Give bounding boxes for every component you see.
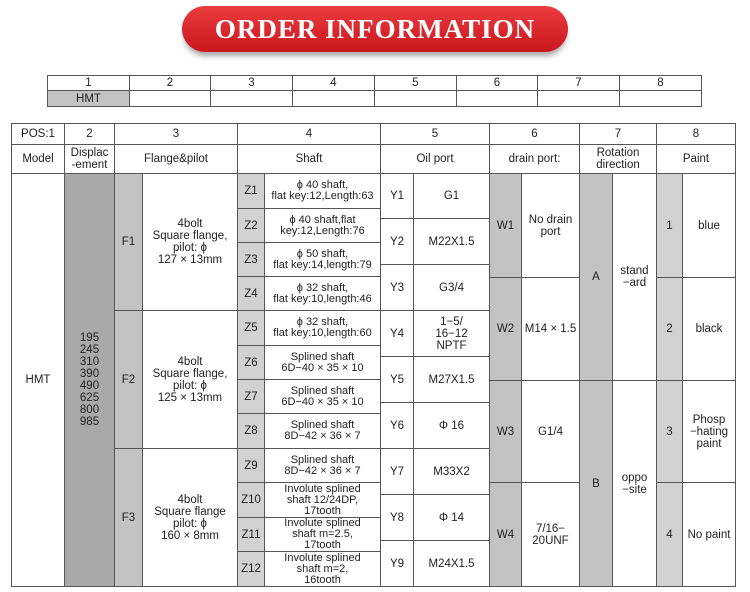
flange-desc-3-text: 4bolt Square flange pilot: ϕ 160 × 8mm [154, 493, 226, 542]
shaft-desc-2-text: ϕ 40 shaft,flat key:12,Length:76 [280, 213, 365, 237]
oil-port-desc-8 [413, 494, 489, 540]
drain-port-desc-2-text: M14 × 1.5 [524, 323, 577, 335]
rotation-desc-1 [612, 173, 656, 380]
shaft-desc-5-text: ϕ 32 shaft, flat key:10,length:60 [273, 316, 372, 339]
header-pos-1 [11, 123, 64, 144]
drain-port-desc-3-text: G1/4 [538, 425, 563, 438]
oil-port-desc-3 [413, 264, 489, 310]
code-position-6 [456, 75, 537, 90]
shaft-code-2-text: Z2 [244, 219, 258, 232]
flange-code-2 [114, 310, 142, 448]
code-position-7 [537, 75, 619, 90]
model-cell-text: HMT [25, 374, 51, 386]
oil-port-desc-1-text: G1 [443, 190, 460, 202]
drain-port-desc-3 [521, 380, 579, 482]
shaft-desc-10 [264, 482, 380, 517]
oil-port-code-3-text: Y3 [389, 281, 405, 294]
shaft-code-3 [237, 242, 264, 276]
code-position-1 [47, 75, 129, 90]
code-value-4 [292, 90, 374, 106]
paint-desc-3 [682, 380, 735, 482]
oil-port-code-9 [380, 540, 413, 586]
paint-code-4-text: 4 [666, 528, 673, 541]
paint-code-1 [656, 173, 682, 277]
flange-desc-2 [142, 310, 237, 448]
header-title-4 [237, 144, 380, 173]
shaft-desc-9-text: Splined shaft 8D−42 × 36 × 7 [284, 453, 361, 477]
shaft-code-8-text: Z8 [244, 425, 258, 437]
paint-desc-4 [682, 482, 735, 586]
shaft-desc-4 [264, 276, 380, 310]
shaft-desc-5 [264, 310, 380, 345]
header-pos-1-text: POS:1 [21, 128, 55, 140]
header-pos-3-text: 3 [172, 128, 180, 140]
code-position-5-text: 5 [412, 77, 419, 89]
shaft-code-1 [237, 173, 264, 208]
oil-port-desc-9 [413, 540, 489, 586]
shaft-code-3-text: Z3 [244, 253, 258, 266]
drain-port-code-1 [489, 173, 521, 277]
paint-code-3 [656, 380, 682, 482]
oil-port-code-8-text: Y8 [389, 511, 405, 524]
oil-port-desc-1 [413, 173, 489, 218]
displacement-cell-text: 195 245 310 390 490 625 800 985 [79, 332, 100, 428]
header-pos-4-text: 4 [305, 128, 313, 140]
oil-port-desc-5 [413, 356, 489, 402]
shaft-desc-12-text: Involute splined shaft m=2, 16tooth [284, 551, 361, 586]
code-position-3 [210, 75, 292, 90]
code-table-bottom-border [47, 106, 702, 107]
main-table-bottom-border [11, 586, 736, 587]
shaft-code-8 [237, 413, 264, 448]
shaft-code-4-text: Z4 [244, 287, 258, 300]
drain-port-code-4 [489, 482, 521, 586]
paint-code-4 [656, 482, 682, 586]
header-pos-6 [489, 123, 579, 144]
flange-desc-2-text: 4bolt Square flange, pilot: ϕ 125 × 13mm [152, 355, 228, 404]
shaft-code-2 [237, 208, 264, 242]
header-pos-2-text: 2 [86, 128, 93, 140]
flange-code-3 [114, 448, 142, 586]
paint-code-2 [656, 277, 682, 380]
shaft-desc-2 [264, 208, 380, 242]
code-value-1-text: HMT [76, 92, 101, 105]
flange-code-3-text: F3 [121, 511, 136, 524]
header-title-1 [11, 144, 64, 173]
shaft-desc-6-text: Splined shaft 6D−40 × 35 × 10 [281, 350, 364, 374]
header-title-4-text: Shaft [295, 153, 323, 165]
header-title-5 [380, 144, 489, 173]
oil-port-code-4 [380, 310, 413, 356]
shaft-code-11 [237, 517, 264, 551]
paint-code-2-text: 2 [666, 323, 673, 335]
rotation-desc-2-text: oppo −site [621, 471, 648, 496]
code-position-6-text: 6 [493, 77, 501, 89]
shaft-code-6-text: Z6 [244, 356, 258, 369]
oil-port-desc-4 [413, 310, 489, 356]
shaft-code-11-text: Z11 [241, 528, 261, 541]
paint-desc-2 [682, 277, 735, 380]
oil-port-code-7-text: Y7 [389, 465, 405, 478]
oil-port-code-6 [380, 402, 413, 448]
drain-port-desc-4-text: 7/16− 20UNF [532, 522, 569, 547]
shaft-code-10-text: Z10 [241, 494, 261, 506]
shaft-code-4 [237, 276, 264, 310]
shaft-code-12-text: Z12 [241, 563, 261, 575]
drain-port-desc-4 [521, 482, 579, 586]
drain-port-desc-1-text: No drain port [528, 213, 573, 238]
oil-port-desc-2 [413, 218, 489, 264]
oil-port-code-9-text: Y9 [389, 557, 405, 570]
header-title-5-text: Oil port [416, 153, 454, 165]
oil-port-desc-9-text: M24X1.5 [428, 557, 475, 570]
flange-code-2-text: F2 [121, 373, 136, 386]
code-value-5 [374, 90, 456, 106]
header-title-2 [64, 144, 114, 173]
banner-title: ORDER INFORMATION [214, 13, 536, 44]
paint-desc-1 [682, 173, 735, 277]
oil-port-code-2 [380, 218, 413, 264]
shaft-desc-1 [264, 173, 380, 208]
oil-port-code-1-text: Y1 [389, 190, 405, 202]
flange-desc-1 [142, 173, 237, 310]
paint-desc-3-text: Phosp −hating paint [689, 413, 729, 450]
flange-desc-3 [142, 448, 237, 586]
header-title-7-text: Rotation direction [596, 147, 640, 171]
oil-port-code-1 [380, 173, 413, 218]
drain-port-code-1-text: W1 [496, 219, 515, 232]
rotation-code-1-text: A [592, 271, 600, 283]
header-pos-2 [64, 123, 114, 144]
header-title-6-text: drain port: [508, 153, 561, 165]
flange-desc-1-text: 4bolt Square flange, pilot: ϕ 127 × 13mm [152, 218, 228, 266]
code-position-3-text: 3 [248, 77, 255, 89]
shaft-desc-11 [264, 517, 380, 551]
oil-port-desc-7-text: M33X2 [433, 465, 470, 478]
oil-port-code-2-text: Y2 [389, 235, 405, 248]
rotation-desc-2 [612, 380, 656, 586]
header-title-6 [489, 144, 579, 173]
code-table-right-border [701, 75, 702, 107]
shaft-code-7 [237, 379, 264, 413]
shaft-code-10 [237, 482, 264, 517]
oil-port-code-6-text: Y6 [389, 419, 405, 432]
oil-port-desc-5-text: M27X1.5 [428, 373, 475, 386]
oil-port-code-3 [380, 264, 413, 310]
paint-desc-2-text: black [695, 323, 723, 335]
oil-port-desc-6-text: Φ 16 [438, 419, 465, 432]
paint-desc-1-text: blue [698, 219, 720, 232]
shaft-desc-8-text: Splined shaft 8D−42 × 36 × 7 [284, 419, 361, 442]
order-information-banner [182, 6, 568, 52]
header-title-1-text: Model [22, 153, 54, 165]
shaft-desc-12 [264, 551, 380, 586]
shaft-code-5 [237, 310, 264, 345]
header-title-8-text: Paint [682, 153, 710, 165]
rotation-code-2-text: B [592, 477, 600, 490]
shaft-code-9 [237, 448, 264, 482]
rotation-code-2 [579, 380, 612, 586]
drain-port-code-4-text: W4 [496, 528, 515, 541]
drain-port-desc-2 [521, 277, 579, 380]
oil-port-desc-2-text: M22X1.5 [428, 235, 475, 248]
rotation-code-1 [579, 173, 612, 380]
shaft-desc-3 [264, 242, 380, 276]
shaft-desc-7-text: Splined shaft 6D−40 × 35 × 10 [281, 384, 364, 408]
oil-port-desc-6 [413, 402, 489, 448]
drain-port-code-3 [489, 380, 521, 482]
code-value-1 [47, 90, 129, 106]
rotation-desc-1-text: stand −ard [620, 265, 649, 289]
header-pos-6-text: 6 [531, 128, 538, 140]
displacement-cell [64, 173, 114, 586]
header-pos-8 [656, 123, 735, 144]
shaft-code-5-text: Z5 [244, 322, 258, 334]
model-cell [11, 173, 64, 586]
code-position-4 [292, 75, 374, 90]
shaft-code-9-text: Z9 [244, 459, 258, 472]
code-value-7 [537, 90, 619, 106]
header-title-3-text: Flange&pilot [144, 153, 208, 165]
oil-port-code-5 [380, 356, 413, 402]
code-position-2-text: 2 [166, 77, 174, 89]
header-title-2-text: Displac -ement [70, 147, 109, 171]
main-table-right-border [735, 123, 736, 587]
header-pos-8-text: 8 [692, 128, 700, 140]
shaft-desc-8 [264, 413, 380, 448]
header-pos-3 [114, 123, 237, 144]
drain-port-desc-1 [521, 173, 579, 277]
header-pos-5 [380, 123, 489, 144]
code-position-7-text: 7 [575, 77, 582, 89]
oil-port-desc-7 [413, 448, 489, 494]
flange-code-1 [114, 173, 142, 310]
drain-port-code-2-text: W2 [496, 323, 515, 335]
shaft-code-7-text: Z7 [244, 390, 258, 403]
code-position-4-text: 4 [330, 77, 337, 89]
drain-port-code-2 [489, 277, 521, 380]
header-title-7 [579, 144, 656, 173]
paint-desc-4-text: No paint [687, 528, 731, 541]
code-value-3 [210, 90, 292, 106]
drain-port-code-3-text: W3 [496, 425, 515, 438]
shaft-desc-9 [264, 448, 380, 482]
flange-code-1-text: F1 [121, 236, 136, 248]
shaft-desc-4-text: ϕ 32 shaft, flat key:10,length:46 [273, 281, 372, 305]
code-value-6 [456, 90, 537, 106]
oil-port-code-5-text: Y5 [389, 373, 405, 386]
code-position-5 [374, 75, 456, 90]
oil-port-desc-4-text: 1−5/ 16−12 NPTF [435, 315, 468, 352]
code-position-8-text: 8 [657, 77, 664, 89]
header-pos-5-text: 5 [431, 128, 439, 140]
paint-code-3-text: 3 [666, 425, 673, 438]
oil-port-code-7 [380, 448, 413, 494]
code-position-8 [619, 75, 701, 90]
code-position-2 [129, 75, 210, 90]
code-value-2 [129, 90, 210, 106]
shaft-desc-3-text: ϕ 50 shaft, flat key:14,length:79 [273, 247, 372, 271]
header-title-8 [656, 144, 735, 173]
shaft-desc-10-text: Involute splined shaft 12/24DP, 17tooth [284, 482, 361, 517]
shaft-code-1-text: Z1 [244, 185, 258, 197]
shaft-desc-6 [264, 345, 380, 379]
code-value-8 [619, 90, 701, 106]
shaft-code-12 [237, 551, 264, 586]
code-position-1-text: 1 [85, 77, 92, 89]
oil-port-code-8 [380, 494, 413, 540]
oil-port-desc-8-text: Φ 14 [438, 511, 465, 524]
header-pos-4 [237, 123, 380, 144]
shaft-code-6 [237, 345, 264, 379]
shaft-desc-7 [264, 379, 380, 413]
oil-port-code-4-text: Y4 [389, 327, 405, 340]
header-title-3 [114, 144, 237, 173]
paint-code-1-text: 1 [666, 219, 673, 232]
header-pos-7 [579, 123, 656, 144]
header-pos-7-text: 7 [614, 128, 622, 140]
shaft-desc-11-text: Involute splined shaft m=2.5, 17tooth [284, 517, 361, 551]
shaft-desc-1-text: ϕ 40 shaft, flat key:12,Length:63 [271, 179, 374, 202]
oil-port-desc-3-text: G3/4 [439, 281, 464, 294]
